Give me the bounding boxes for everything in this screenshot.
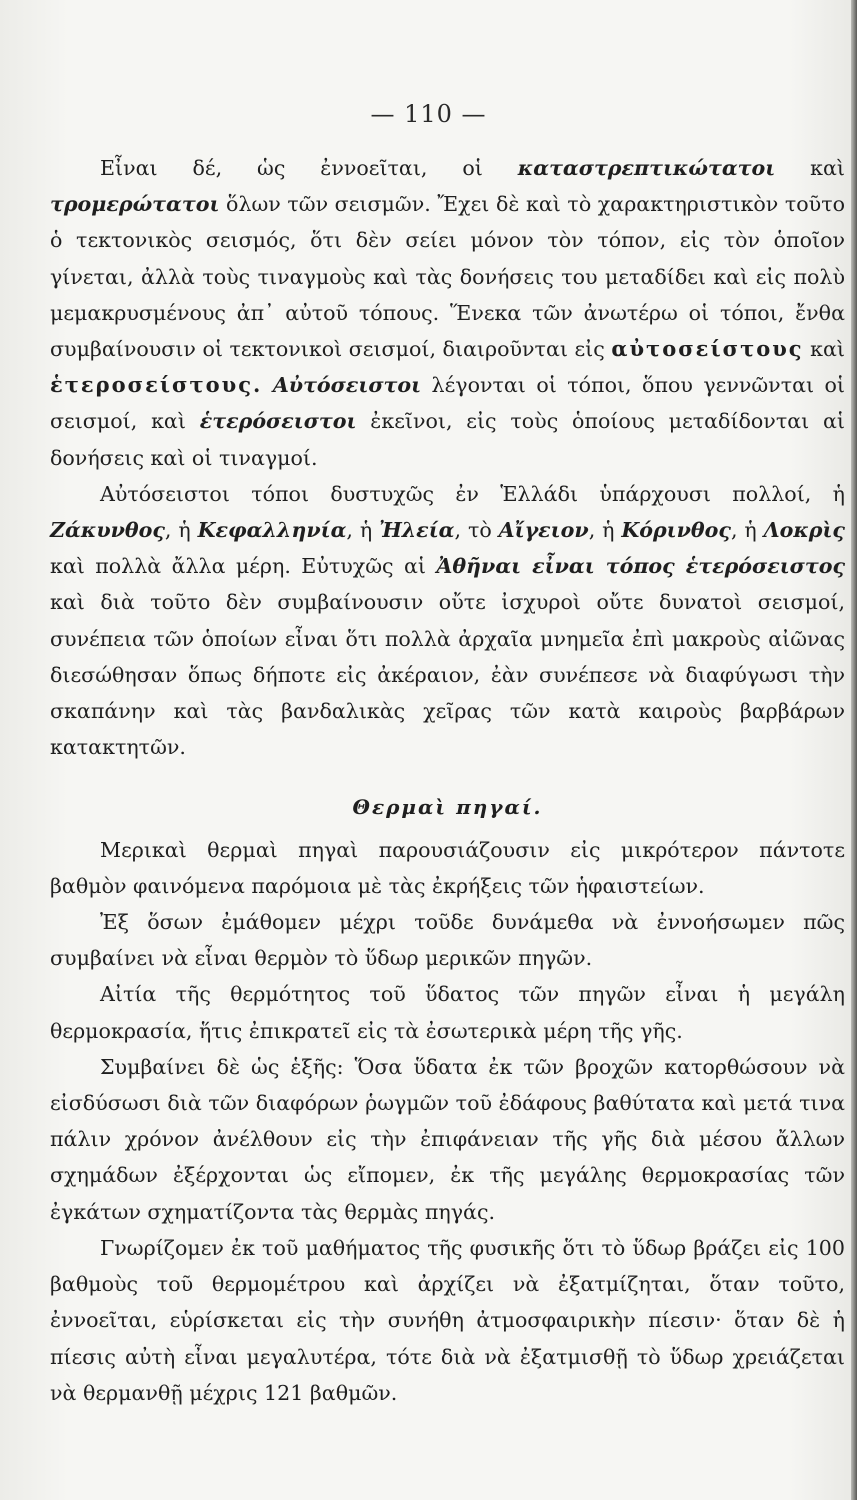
italic-term: Ἀθῆναι εἶναι τόπος ἑτερόσειστος <box>436 554 845 579</box>
italic-term: Λοκρὶς <box>763 518 845 543</box>
text-run <box>262 373 272 397</box>
paragraph-3: Μερικαὶ θερμαὶ πηγαὶ παρουσιάζουσιν εἰς μικρότερον πάντοτε βαθμὸν φαινόμενα παρόμοια μὲ τὰς ἐκρήξεις τῶν ἡφαιστείων. <box>50 837 845 898</box>
text-run: , τὸ <box>454 518 499 543</box>
italic-term: Κεφαλληνία <box>197 518 347 543</box>
italic-term: τρομερώτατοι <box>50 192 220 217</box>
body-text <box>50 150 845 1411</box>
italic-term: Ζάκυνθος <box>50 518 165 543</box>
text-run: καὶ <box>775 156 846 180</box>
text-run: ὅλων τῶν σεισμῶν. Ἔχει δὲ καὶ τὸ χαρακτηριστικὸν τοῦτο ὁ τεκτονικὸς σεισμός, ὅτι δὲν σείει μόνον τὸν τόπον, εἰς τὸν ὁποῖον γίνεται, ἀλλὰ τοὺς τιναγμοὺς καὶ τὰς δονήσεις του μεταδίδει καὶ εἰς πολὺ μεμακρυσμένους ἀπ᾿ αὐτοῦ τόπους. Ἕνεκα τῶν ἀνωτέρω οἱ τόποι, ἔνθα συμβαίνουσιν οἱ τεκτονικοὶ σεισμοί, διαιροῦνται εἰς <box>50 192 845 362</box>
text-run: καὶ διὰ τοῦτο δὲν συμβαίνουσιν οὔτε ἰσχυροὶ οὔτε δυνατοὶ σεισμοί, συνέπεια τῶν ὁποίων εἶναι ὅτι πολλὰ ἀρχαῖα μνημεῖα ἐπὶ μακροὺς αἰῶνας διεσώθησαν ὅπως δήποτε εἰς ἀκέραιον, ἐὰν συνέπεσε νὰ διαφύγωσι τὴν σκαπάνην καὶ τὰς βανδαλικὰς χεῖρας τῶν κατὰ καιροὺς βαρβάρων κατακτητῶν. <box>50 590 845 760</box>
section-heading: Θερμαὶ πηγαί. <box>352 795 543 820</box>
text-run: , ἡ <box>730 518 764 543</box>
text-run: , ἡ <box>164 518 198 543</box>
italic-term: Ἠλεία <box>379 518 455 543</box>
text-run: Αὐτόσειστοι τόποι δυστυχῶς ἐν Ἑλλάδι ὑπάρχουσι πολλοί, ἡ <box>100 481 845 506</box>
page-edge-shadow <box>851 0 857 1500</box>
paragraph-6: Συμβαίνει δὲ ὡς ἑξῆς: Ὅσα ὕδατα ἐκ τῶν βροχῶν κατορθώσουν νὰ εἰσδύσωσι διὰ τῶν διαφόρων ῥωγμῶν τοῦ ἐδάφους βαθύτατα καὶ μετά τινα πάλιν χρόνον ἀνέλθουν εἰς τὴν ἐπιφάνειαν τῆς γῆς διὰ μέσου ἄλλων σχημάδων ἐξέρχονται ὡς εἴπομεν, ἐκ τῆς μεγάλης θερμοκρασίας τῶν ἐγκάτων σχηματίζοντα τὰς θερμὰς πηγάς. <box>50 1054 845 1224</box>
paragraph-4: Ἐξ ὅσων ἐμάθομεν μέχρι τοῦδε δυνάμεθα νὰ ἐννοήσωμεν πῶς συμβαίνει νὰ εἶναι θερμὸν τὸ ὕδωρ μερικῶν πηγῶν. <box>50 910 845 971</box>
paragraph-2 <box>50 476 845 766</box>
italic-term: Αἴγειον <box>498 518 589 543</box>
italic-term: καταστρεπτικώτατοι <box>517 156 776 180</box>
text-run: , ἡ <box>588 518 622 543</box>
spaced-term: αὐτοσείστους <box>611 336 804 362</box>
text-run: καὶ <box>803 337 846 362</box>
italic-term: Κόρινθος <box>621 518 731 543</box>
text-run: λέγονται οἱ τόποι, ὅπου γεννῶνται οἱ σεισμοί, καὶ <box>50 373 845 434</box>
text-run: , ἡ <box>346 518 380 543</box>
spaced-term: ἑτεροσείστους. <box>50 372 263 398</box>
paragraph-1 <box>50 150 845 476</box>
text-run: Εἶναι δέ, ὡς ἐννοεῖται, οἱ <box>100 156 518 180</box>
italic-term: ἑτερόσειστοι <box>199 409 357 434</box>
paragraph-5: Αἰτία τῆς θερμότητος τοῦ ὕδατος τῶν πηγῶν εἶναι ἡ μεγάλη θερμοκρασία, ἥτις ἐπικρατεῖ εἰς τὰ ἐσωτερικὰ μέρη τῆς γῆς. <box>50 982 845 1043</box>
italic-term: Αὐτόσειστοι <box>272 373 422 398</box>
text-run: ἐκεῖνοι, εἰς τοὺς ὁποίους μεταδίδονται αἱ δονήσεις καὶ οἱ τιναγμοί. <box>50 409 845 470</box>
page-number: — 110 — <box>370 100 487 128</box>
paragraph-7: Γνωρίζομεν ἐκ τοῦ μαθήματος τῆς φυσικῆς ὅτι τὸ ὕδωρ βράζει εἰς 100 βαθμοὺς τοῦ θερμομέτρου καὶ ἀρχίζει νὰ ἐξατμίζηται, ὅταν τοῦτο, ἐννοεῖται, εὑρίσκεται εἰς τὴν συνήθη ἀτμοσφαιρικὴν πίεσιν· ὅταν δὲ ἡ πίεσις αὐτὴ εἶναι μεγαλυτέρα, τότε διὰ νὰ ἐξατμισθῇ τὸ ὕδωρ χρειάζεται νὰ θερμανθῇ μέχρις 121 βαθμῶν. <box>50 1235 845 1405</box>
text-run: καὶ πολλὰ ἄλλα μέρη. Εὐτυχῶς αἱ <box>50 554 437 579</box>
